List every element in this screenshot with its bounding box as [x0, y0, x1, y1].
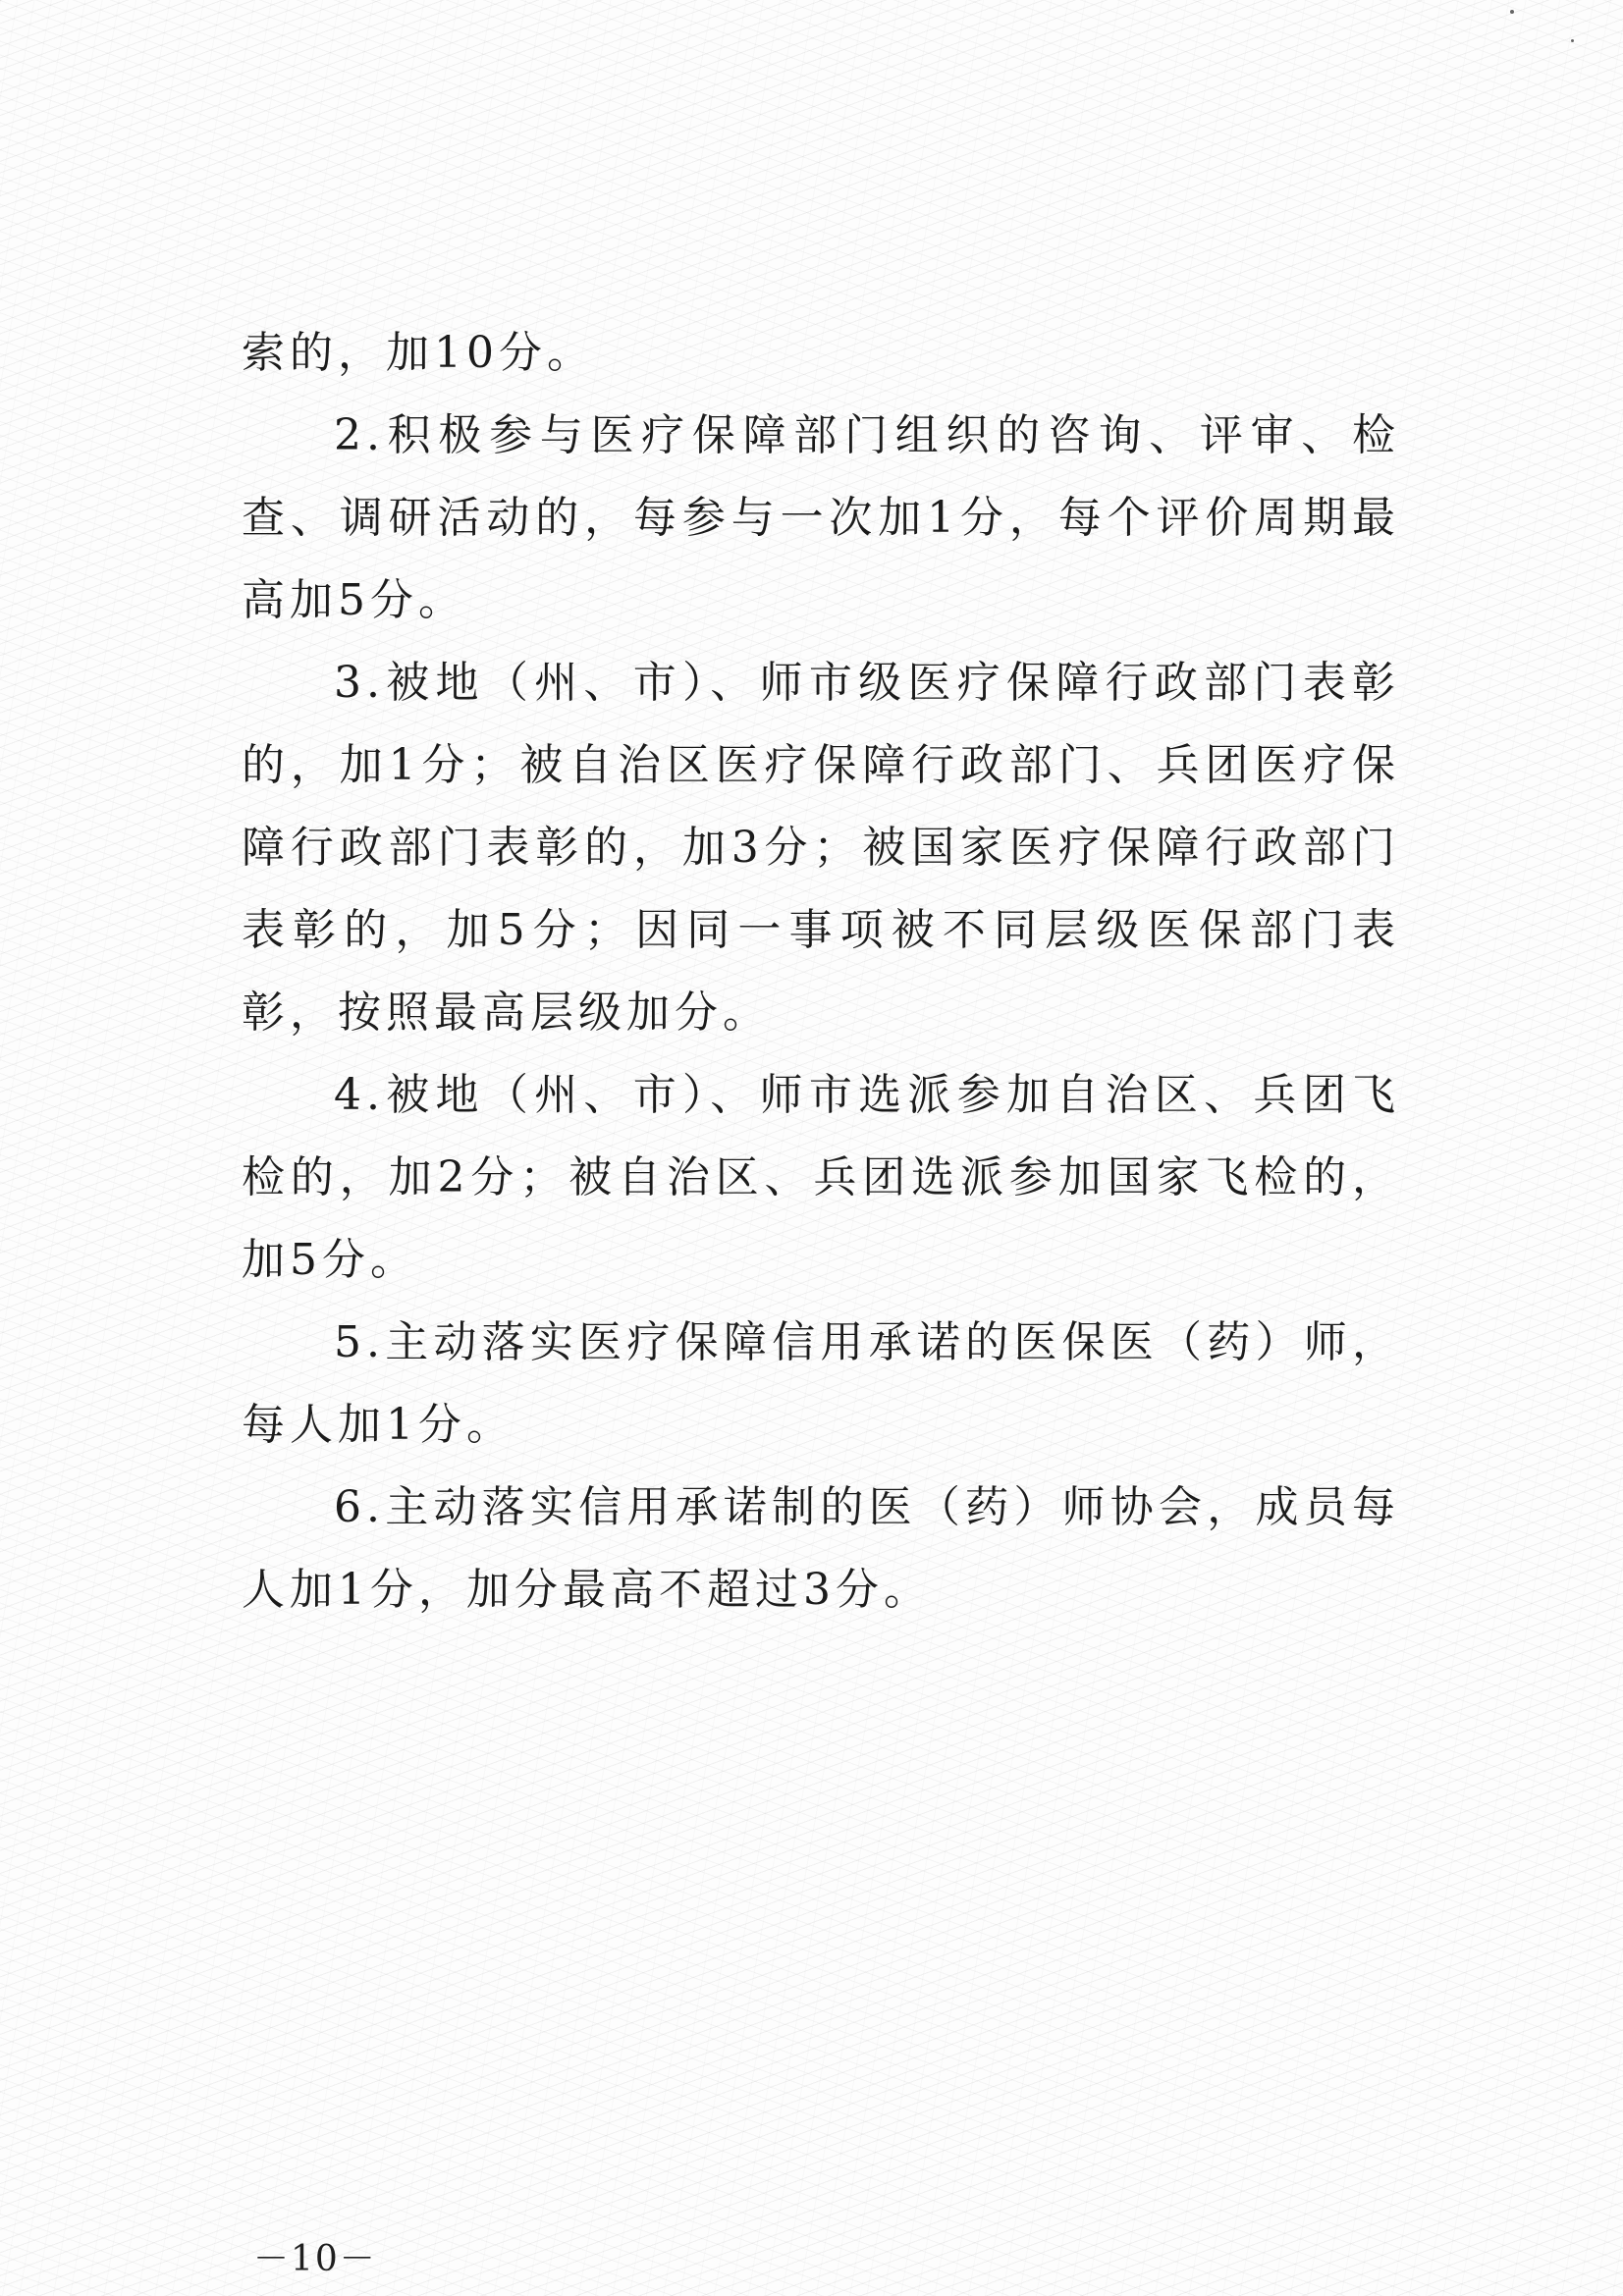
paragraph-item-4: 4.被地（州、市）、师市选派参加自治区、兵团飞检的，加2分；被自治区、兵团选派参加国家飞检的，加5分。 — [242, 1070, 1400, 1285]
paragraph-item-3: 3.被地（州、市）、师市级医疗保障行政部门表彰的，加1分；被自治区医疗保障行政部门、兵团医疗保障行政部门表彰的，加3分；被国家医疗保障行政部门表彰的，加5分；因同一事项被不同层级医保部门表彰，按照最高层级加分。 — [242, 658, 1400, 1038]
paragraph-item-6: 6.主动落实信用承诺制的医（药）师协会，成员每人加1分，加分最高不超过3分。 — [242, 1482, 1400, 1615]
document-body — [242, 312, 1400, 1631]
scan-speck — [1510, 10, 1514, 14]
page-number: －10－ — [253, 2239, 377, 2279]
paragraph-continuation: 索的，加10分。 — [242, 328, 595, 378]
paragraph-item-5: 5.主动落实医疗保障信用承诺的医保医（药）师，每人加1分。 — [242, 1317, 1400, 1450]
scan-speck — [1571, 39, 1574, 42]
paragraph-item-2: 2.积极参与医疗保障部门组织的咨询、评审、检查、调研活动的，每参与一次加1分，每个评价周期最高加5分。 — [242, 410, 1400, 625]
